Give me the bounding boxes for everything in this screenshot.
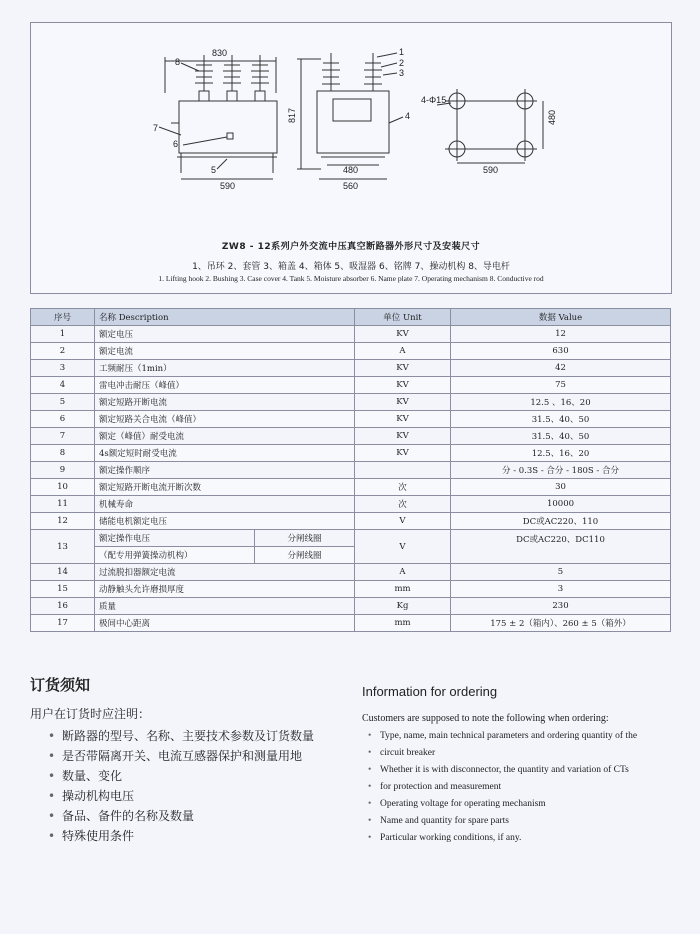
list-item: • 特殊使用条件 [48, 826, 340, 846]
row-no: 13 [31, 530, 95, 564]
list-item: • 备品、备件的名称及数量 [48, 806, 340, 826]
dim-560: 560 [343, 181, 359, 191]
row-unit: V [355, 530, 451, 564]
callout-8-front: 8 [175, 57, 181, 67]
table-header-row [31, 309, 671, 326]
dim-4-phi15: 4-Φ15 [421, 95, 447, 105]
row-unit: KV [355, 360, 451, 377]
row-value: DC或AC220、DC110 [451, 530, 671, 564]
dimension-drawing [31, 23, 671, 233]
header-description: 名称 Description [95, 309, 355, 326]
row-unit: KV [355, 445, 451, 462]
ordering-intro-en: Customers are supposed to note the following when ordering: [362, 713, 609, 724]
row-name: 极间中心距离 [95, 615, 355, 632]
row-unit: 次 [355, 496, 451, 513]
row-name: 质量 [95, 598, 355, 615]
row-name: 雷电冲击耐压（峰值） [95, 377, 355, 394]
list-item: • 操动机构电压 [48, 786, 340, 806]
ordering-info-cn [30, 674, 340, 846]
row-unit: KV [355, 326, 451, 343]
row-unit: mm [355, 615, 451, 632]
spec-table [30, 308, 671, 632]
table-row [31, 326, 671, 343]
table-row [31, 564, 671, 581]
row-unit: 次 [355, 479, 451, 496]
row-name: 额定操作顺序 [95, 462, 355, 479]
table-row [31, 530, 671, 547]
list-item: • Type, name, main technical parameters and ordering quantity of the [366, 728, 682, 745]
row-name: 额定操作电压 [95, 530, 255, 547]
row-value: 175 ± 2（箱内）、260 ± 5（箱外） [451, 615, 671, 632]
callout-5: 5 [211, 165, 217, 175]
list-item: • Whether it is with disconnector, the quantity and variation of CTs [366, 762, 682, 779]
row-unit: KV [355, 411, 451, 428]
dim-830: 830 [212, 48, 228, 58]
row-value: 3 [451, 581, 671, 598]
row-no: 9 [31, 462, 95, 479]
row-name: 额定电压 [95, 326, 355, 343]
row-unit: A [355, 343, 451, 360]
drawing-caption-cn: ZW8 - 12系列户外交流中压真空断路器外形尺寸及安装尺寸 [221, 242, 481, 252]
list-item: • 是否带隔离开关、电流互感器保护和测量用地 [48, 746, 340, 766]
callout-6: 6 [173, 139, 179, 149]
row-value: 230 [451, 598, 671, 615]
row-name: 动静触头允许磨损厚度 [95, 581, 355, 598]
ordering-title-en: Information for ordering [362, 684, 498, 699]
side-view [297, 53, 403, 179]
row-value: 630 [451, 343, 671, 360]
row-unit: V [355, 513, 451, 530]
table-row [31, 394, 671, 411]
row-no: 12 [31, 513, 95, 530]
row-value: 12.5、16、20 [451, 445, 671, 462]
ordering-title-cn: 订货须知 [30, 676, 91, 694]
list-item: • Particular working conditions, if any. [366, 830, 682, 847]
row-name: 额定短路关合电流（峰值） [95, 411, 355, 428]
list-item: • circuit breaker [366, 745, 682, 762]
row-name: （配专用弹簧操动机构） [95, 547, 255, 564]
row-subname: 分闸线圈 [255, 547, 355, 564]
callout-4: 4 [405, 111, 411, 121]
row-unit: A [355, 564, 451, 581]
table-row [31, 581, 671, 598]
ordering-info-en [362, 684, 682, 847]
dim-480-holes: 480 [547, 109, 557, 125]
dimension-drawing-frame [30, 22, 672, 294]
row-value: 31.5、40、50 [451, 411, 671, 428]
row-no: 8 [31, 445, 95, 462]
row-value: 75 [451, 377, 671, 394]
row-value: 5 [451, 564, 671, 581]
list-item: • 断路器的型号、名称、主要技术参数及订货数量 [48, 726, 340, 746]
row-name: 额定短路开断电流 [95, 394, 355, 411]
row-no: 2 [31, 343, 95, 360]
row-no: 6 [31, 411, 95, 428]
table-row [31, 598, 671, 615]
row-name: 额定短路开断电流开断次数 [95, 479, 355, 496]
header-value: 数据 Value [451, 309, 671, 326]
row-no: 3 [31, 360, 95, 377]
row-name: 机械寿命 [95, 496, 355, 513]
list-item: • 数量、变化 [48, 766, 340, 786]
table-row [31, 479, 671, 496]
table-row [31, 343, 671, 360]
mounting-holes-view [437, 89, 543, 163]
row-value: 10000 [451, 496, 671, 513]
dim-817: 817 [287, 107, 297, 123]
ordering-intro-cn: 用户在订货时应注明： [30, 707, 151, 721]
row-unit [355, 462, 451, 479]
row-no: 14 [31, 564, 95, 581]
row-unit: KV [355, 377, 451, 394]
row-subname: 分闸线圈 [255, 530, 355, 547]
list-item: • Name and quantity for spare parts [366, 813, 682, 830]
table-row [31, 513, 671, 530]
callout-1: 1 [399, 47, 405, 57]
row-no: 7 [31, 428, 95, 445]
table-row [31, 360, 671, 377]
front-view [159, 55, 277, 179]
table-row [31, 377, 671, 394]
callout-3: 3 [399, 68, 405, 78]
row-name: 工频耐压（1min） [95, 360, 355, 377]
row-name: 过流脱扣器额定电流 [95, 564, 355, 581]
row-no: 11 [31, 496, 95, 513]
row-name: 额定（峰值）耐受电流 [95, 428, 355, 445]
row-no: 15 [31, 581, 95, 598]
row-unit: mm [355, 581, 451, 598]
row-name: 储能电机额定电压 [95, 513, 355, 530]
table-row [31, 411, 671, 428]
table-row [31, 462, 671, 479]
row-value: 42 [451, 360, 671, 377]
dim-590-front: 590 [220, 181, 236, 191]
row-no: 16 [31, 598, 95, 615]
row-value: 30 [451, 479, 671, 496]
header-no: 序号 [31, 309, 95, 326]
row-name: 额定电流 [95, 343, 355, 360]
row-unit: KV [355, 428, 451, 445]
dim-480-side: 480 [343, 165, 359, 175]
table-row [31, 496, 671, 513]
ordering-list-cn [30, 726, 340, 846]
row-no: 10 [31, 479, 95, 496]
row-no: 1 [31, 326, 95, 343]
row-value: 分 - 0.3S - 合分 - 180S - 合分 [451, 462, 671, 479]
row-value: DC或AC220、110 [451, 513, 671, 530]
row-unit: KV [355, 394, 451, 411]
parts-list-en: 1. Lifting hook 2. Bushing 3. Case cover 4. Tank 5. Moisture absorber 6. Name plate 7. Operating mechanism 8. Conductive rod [158, 274, 544, 283]
ordering-list-en [362, 728, 682, 847]
row-value: 12.5 、16、20 [451, 394, 671, 411]
parts-list-cn: 1、吊环 2、套管 3、箱盖 4、箱体 5、吸湿器 6、铭牌 7、操动机构 8、导电杆 [192, 262, 510, 272]
table-row [31, 615, 671, 632]
row-no: 4 [31, 377, 95, 394]
row-name: 4s额定短时耐受电流 [95, 445, 355, 462]
header-unit: 单位 Unit [355, 309, 451, 326]
row-no: 17 [31, 615, 95, 632]
list-item: • for protection and measurement [366, 779, 682, 796]
list-item: • Operating voltage for operating mechanism [366, 796, 682, 813]
dim-590-holes: 590 [483, 165, 499, 175]
table-row [31, 428, 671, 445]
row-value: 31.5、40、50 [451, 428, 671, 445]
callout-2: 2 [399, 58, 405, 68]
row-value: 12 [451, 326, 671, 343]
table-row [31, 445, 671, 462]
row-no: 5 [31, 394, 95, 411]
row-unit: Kg [355, 598, 451, 615]
callout-7: 7 [153, 123, 159, 133]
